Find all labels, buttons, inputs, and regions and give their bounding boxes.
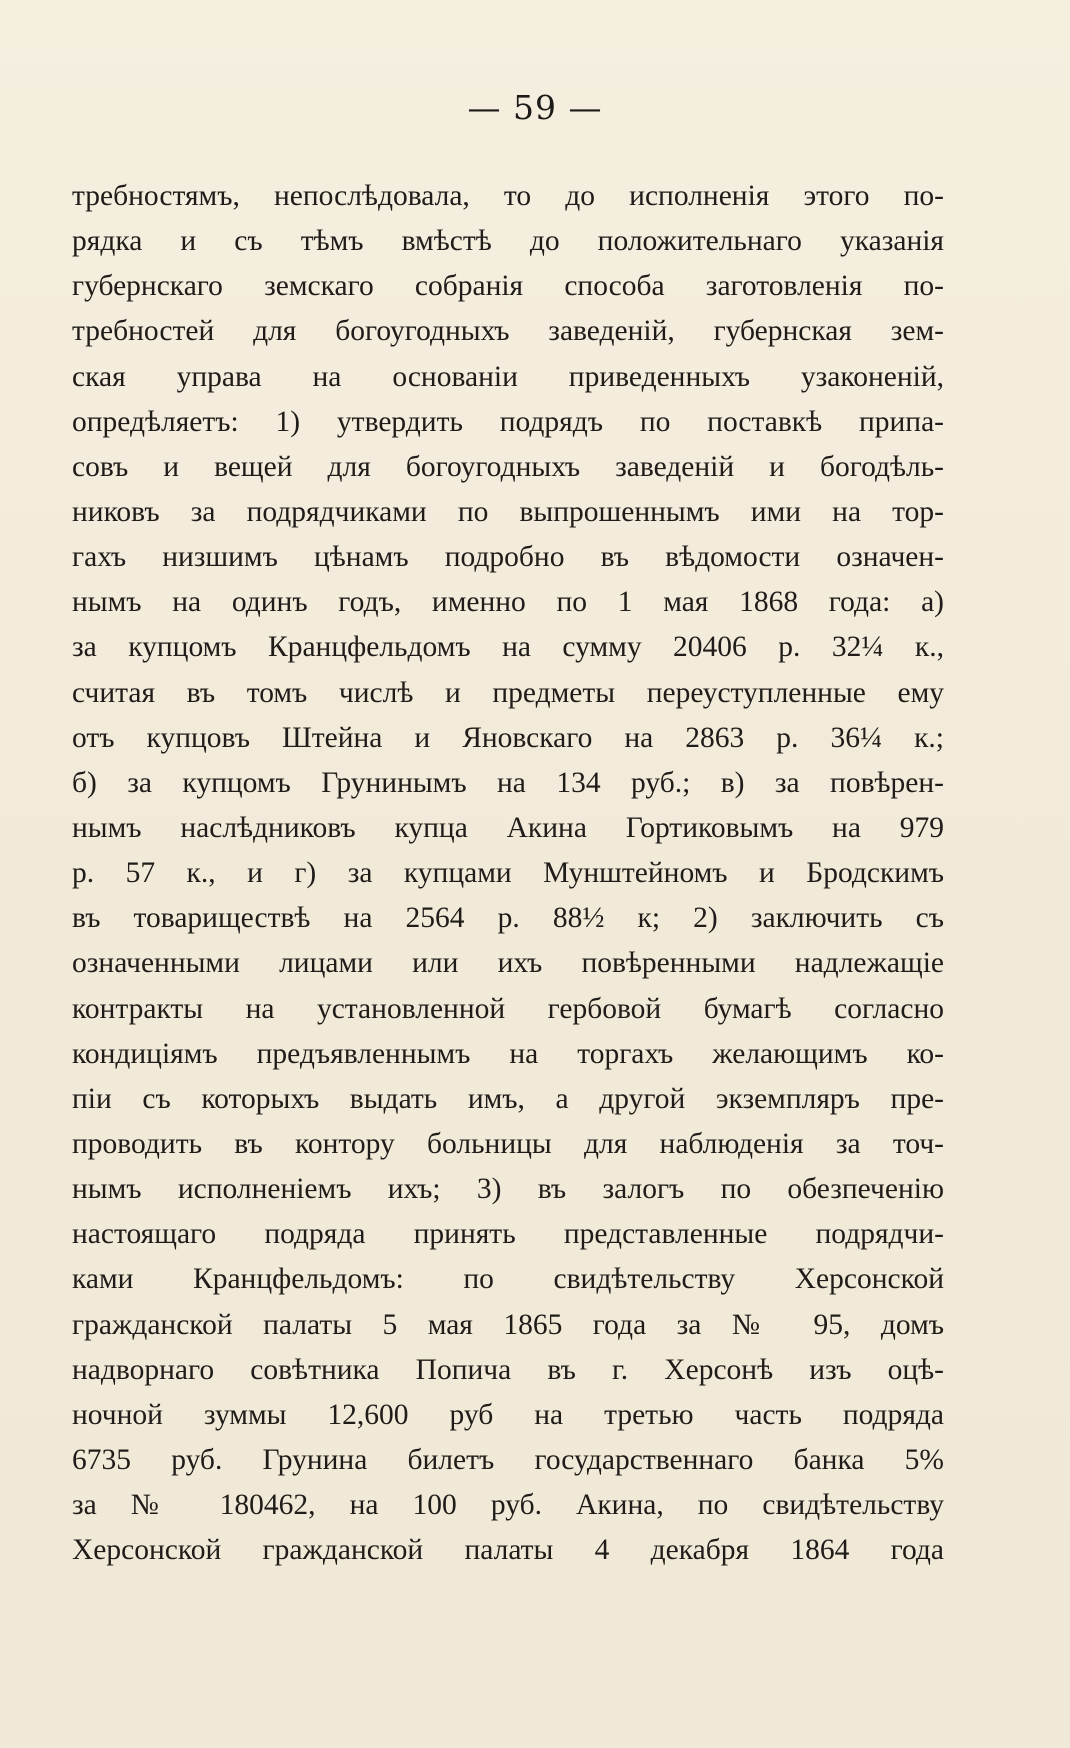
- text-line: надворнаго совѣтника Попича въ г. Херсонѣ изъ оцѣ-: [72, 1353, 944, 1386]
- page-number: — 59 —: [467, 88, 603, 127]
- text-line: означенными лицами или ихъ повѣренными надлежащіе: [72, 947, 944, 980]
- text-line: настоящаго подряда принять представленные подрядчи-: [72, 1218, 944, 1251]
- text-line: въ товариществѣ на 2564 р. 88½ к; 2) заключить съ: [72, 902, 944, 935]
- text-line: совъ и вещей для богоугодныхъ заведеній и богодѣль-: [72, 450, 944, 483]
- text-line: за купцомъ Кранцфельдомъ на сумму 20406 р. 32¼ к.,: [72, 631, 944, 664]
- text-line: никовъ за подрядчиками по выпрошеннымъ ими на тор-: [72, 495, 944, 528]
- text-line: отъ купцовъ Штейна и Яновскаго на 2863 р. 36¼ к.;: [72, 721, 944, 754]
- text-line: нымъ наслѣдниковъ купца Акина Гортиковымъ на 979: [72, 811, 944, 844]
- text-line: губернскаго земскаго собранія способа заготовленія по-: [72, 270, 944, 303]
- text-line: р. 57 к., и г) за купцами Мунштейномъ и Бродскимъ: [72, 857, 944, 890]
- text-line: контракты на установленной гербовой бумагѣ согласно: [72, 992, 944, 1025]
- body-text: [72, 174, 944, 1573]
- text-line: гахъ низшимъ цѣнамъ подробно въ вѣдомости означен-: [72, 541, 944, 574]
- text-line: Херсонской гражданской палаты 4 декабря 1864 года: [72, 1534, 944, 1567]
- text-line: піи съ которыхъ выдать имъ, а другой экземпляръ пре-: [72, 1082, 944, 1115]
- text-line: 6735 руб. Грунина билетъ государственнаго банка 5%: [72, 1443, 944, 1476]
- text-line: опредѣляетъ: 1) утвердить подрядъ по поставкѣ припа-: [72, 405, 944, 438]
- text-line: требностей для богоугодныхъ заведеній, губернская зем-: [72, 315, 944, 348]
- text-line: ками Кранцфельдомъ: по свидѣтельству Херсонской: [72, 1263, 944, 1296]
- text-line: гражданской палаты 5 мая 1865 года за № 95, домъ: [72, 1308, 944, 1341]
- text-line: б) за купцомъ Грунинымъ на 134 руб.; в) за повѣрен-: [72, 766, 944, 799]
- text-line: рядка и съ тѣмъ вмѣстѣ до положительнаго указанія: [72, 225, 944, 258]
- text-line: кондиціямъ предъявленнымъ на торгахъ желающимъ ко-: [72, 1037, 944, 1070]
- text-line: ночной зуммы 12,600 руб на третью часть подряда: [72, 1398, 944, 1431]
- text-line: нымъ на одинъ годъ, именно по 1 мая 1868 года: а): [72, 586, 944, 619]
- text-line: ская управа на основаніи приведенныхъ узаконеній,: [72, 360, 944, 393]
- text-line: проводить въ контору больницы для наблюденія за точ-: [72, 1127, 944, 1160]
- text-line: за № 180462, на 100 руб. Акина, по свидѣтельству: [72, 1489, 944, 1522]
- text-line: нымъ исполненіемъ ихъ; 3) въ залогъ по обезпеченію: [72, 1173, 944, 1206]
- text-line: требностямъ, непослѣдовала, то до исполненія этого по-: [72, 180, 944, 212]
- text-line: считая въ томъ числѣ и предметы переуступленные ему: [72, 676, 944, 709]
